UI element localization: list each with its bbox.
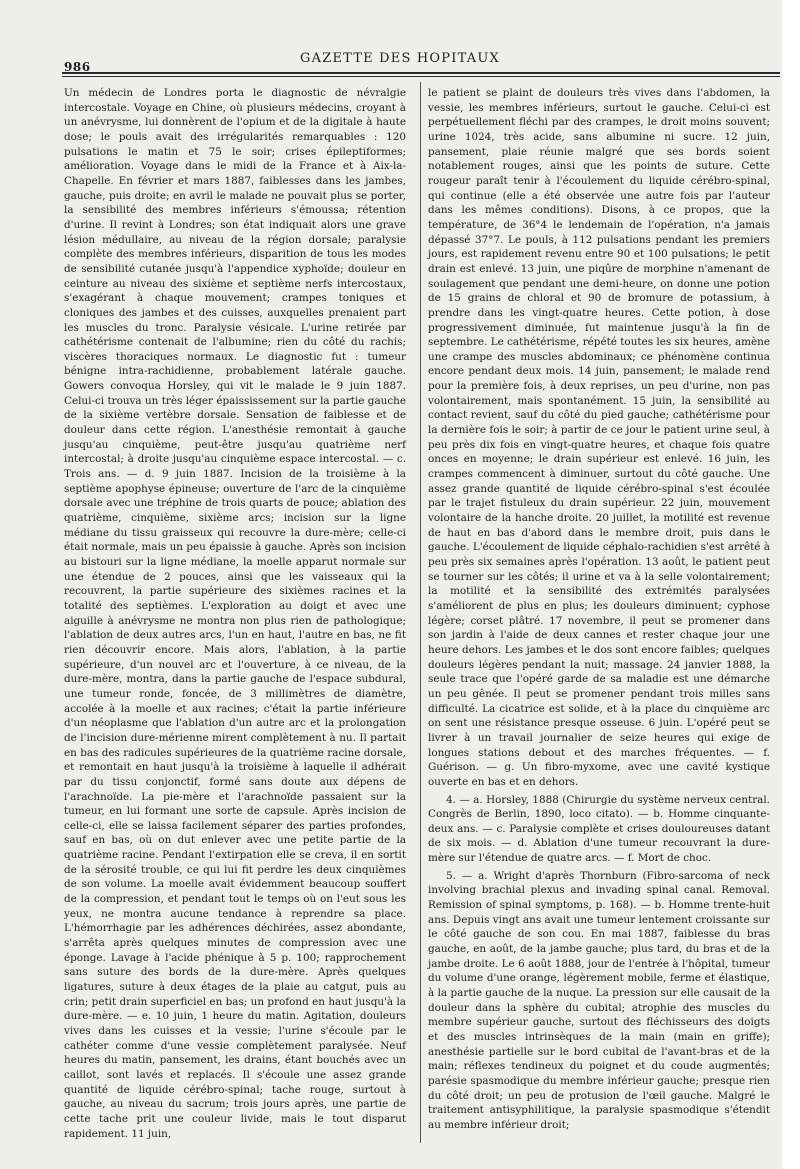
left-column [64,86,406,1141]
right-paragraph-1: le patient se plaint de douleurs très vives dans l'abdomen, la vessie, les membres inférieurs, surtout le gauche. Celui-ci est perpétuellement fléchi par des crampes, le droit moins souvent; urine 1024, très acide, sans albumine ni sucre. 12 juin, pansement, plaie réunie malgré que ses bords soient notablement rouges, ainsi que les points de suture. Cette rougeur paraît tenir à l'écoulement du liquide cérébro-spinal, qui continue (elle a été observée une autre fois par l'auteur dans les mêmes conditions). Disons, à ce propos, que la température, de 36°4 le lendemain de l'opération, n'a jamais dépassé 37°7. Le pouls, à 112 pulsations pendant les premiers jours, est rapidement revenu entre 90 et 100 pulsations; le petit drain est enlevé. 13 juin, une piqûre de morphine n'amenant de soulagement que pendant une demi-heure, on donne une potion de 15 grains de chloral et 90 de bromure de potassium, à prendre dans les vingt-quatre heures. Cette potion, à dose progressivement diminuée, fut maintenue jusqu'à la fin de septembre. Le cathétérisme, répété toutes les six heures, amène une crampe des muscles abdominaux; ce phénomène continua encore pendant deux mois. 14 juin, pansement; le malade rend pour la première fois, à deux reprises, un peu d'urine, non pas volontairement, mais spontanément. 15 juin, la sensibilité au contact revient, sauf du côté du pied gauche; cathétérisme pour la dernière fois le soir; à partir de ce jour le patient urine seul, à peu près dix fois en vingt-quatre heures, et chaque fois quatre onces en moyenne; le drain supérieur est enlevé. 16 juin, les crampes commencent à diminuer, surtout du côté gauche. Une assez grande quantité de liquide cérébro-spinal s'est écoulée par le trajet fistuleux du drain supérieur. 22 juin, mouvement volontaire de la hanche droite. 20 juillet, la motilité est revenue de haut en bas d'abord dans le membre droit, puis dans le gauche. L'écoulement de liquide céphalo-rachidien s'est arrêté à peu près six semaines après l'opération. 13 août, le patient peut se tourner sur les côtés; il urine et va à la selle volontairement; la motilité et la sensibilité des extrémités paralysées s'améliorent de plus en plus; les douleurs diminuent; cyphose légère; corset plâtré. 17 novembre, il peut se promener dans son jardin à l'aide de deux cannes et rester chaque jour une heure dehors. Les jambes et le dos sont encore faibles; quelques douleurs légères pendant la nuit; massage. 24 janvier 1888, la seule trace que l'opéré garde de sa maladie est une démarche un peu gênée. Il peut se promener pendant trois milles sans difficulté. La cicatrice est solide, et à la place du cinquième arc on sent une résistance presque osseuse. 6 juin. L'opéré peut se livrer à un travail journalier de seize heures qui exige de longues stations debout et des marches fréquentes. — f. Guérison. — g. Un fibro-myxome, avec une cavité kystique ouverte en bas et en dehors. [428,87,770,788]
case-4-paragraph: 4. — a. Horsley, 1888 (Chirurgie du système nerveux central. Congrès de Berlin, 1890, loco citato). — b. Homme cinquante-deux ans. — c. Paralysie complète et crises douloureuses datant de six mois. — d. Ablation d'une tumeur recouvrant la dure-mère sur l'étendue de quatre arcs. — f. Mort de choc. [428,793,770,865]
case-5-paragraph: 5. — a. Wright d'après Thornburn (Fibro-sarcoma of neck involving brachial plexus and invading spinal canal. Removal. Remission of spinal symptoms, p. 168). — b. Homme trente-huit ans. Depuis vingt ans avait une tumeur lentement croissante sur le côté gauche de son cou. En mai 1887, faiblesse du bras gauche, en août, de la jambe gauche; plus tard, du bras et de la jambe droite. Le 6 août 1888, jour de l'entrée à l'hôpital, tumeur du volume d'une orange, légèrement mobile, ferme et élastique, à la partie gauche de la nuque. La pression sur elle causait de la douleur dans la sphère du cubital; atrophie des muscles du membre supérieur gauche, surtout des fléchisseurs des doigts et des muscles intrinsèques de la main (main en griffe); anesthésie partielle sur le bord cubital de l'avant-bras et de la main; réflexes tendineux du poignet et du coude augmentés; parésie spasmodique du membre inférieur gauche; presque rien du côté droit; un peu de protusion de l'œil gauche. Malgré le traitement antisyphilitique, la paralysie spasmodique s'étendit au membre inférieur droit; [428,869,770,1131]
right-column [428,86,770,1133]
scan-margin [782,0,800,1169]
header-rule-thick [62,72,780,74]
header-rule-thin [62,76,780,77]
running-title: GAZETTE DES HOPITAUX [300,51,500,66]
page-number: 986 [64,60,91,74]
column-divider [420,82,421,1143]
left-paragraph-1: Un médecin de Londres porta le diagnostic de névralgie intercostale. Voyage en Chine, où plusieurs médecins, croyant à un anévrysme, lui donnèrent de l'opium et de la digitale à haute dose; le pouls avait des irrégularités remarquables : 120 pulsations le matin et 75 le soir; crises épileptiformes; amélioration. Voyage dans le midi de la France et à Aix-la-Chapelle. En février et mars 1887, faiblesses dans les jambes, gauche, puis droite; en avril le malade ne pouvait plus se porter, la sensibilité des membres inférieurs s'émoussa; rétention d'urine. Il revint à Londres; son état indiquait alors une grave lésion médullaire, au niveau de la région dorsale; paralysie complète des membres inférieurs, disparition de tous les modes de sensibilité cutanée jusqu'à l'appendice xyphoïde; douleur en ceinture au niveau des sixième et septième nerfs intercostaux, s'exagérant à chaque mouvement; crampes toniques et cloniques des jambes et des cuisses, auxquelles prenaient part les muscles du tronc. Paralysie vésicale. L'urine retirée par cathétérisme contenait de l'albumine; rien du côté du rachis; viscères thoraciques normaux. Le diagnostic fut : tumeur bénigne intra-rachidienne, probablement latérale gauche. Gowers convoqua Horsley, qui vit le malade le 9 juin 1887. Celui-ci trouva un très léger épaississement sur la partie gauche de la sixième vertèbre dorsale. Sensation de faiblesse et de douleur dans cette région. L'anesthésie remontait à gauche jusqu'au cinquième, peut-être jusqu'au quatrième nerf intercostal; à droite jusqu'au cinquième espace intercostal. — c. Trois ans. — d. 9 juin 1887. Incision de la troisième à la septième apophyse épineuse; ouverture de l'arc de la cinquième dorsale avec une tréphine de trois quarts de pouce; ablation des quatrième, cinquième, sixième arcs; incision sur la ligne médiane du tissu graisseux qui recouvre la dure-mère; celle-ci était normale, mais un peu épaissie à gauche. Après son incision au bistouri sur la ligne médiane, la moelle apparut normale sur une étendue de 2 pouces, ainsi que les vaisseaux qui la recouvrent, la partie supérieure des sixièmes racines et la totalité des septièmes. L'exploration au doigt et avec une aiguille à anévrysme ne montra non plus rien de pathologique; l'ablation de deux autres arcs, l'un en haut, l'autre en bas, ne fit rien découvrir encore. Mais alors, l'ablation, à la partie supérieure, d'un nouvel arc et l'ouverture, à ce niveau, de la dure-mère, montra, dans la partie gauche de l'espace subdural, une tumeur ronde, foncée, de 3 millimètres de diamètre, accolée à la moelle et aux racines; c'était la partie inférieure d'un néoplasme que l'ablation d'un autre arc et la prolongation de l'incision dure-mérienne mirent complètement à nu. Il partait en bas des radicules supérieures de la quatrième racine dorsale, et remontait en haut jusqu'à la troisième à laquelle il adhérait par du tissu conjonctif, formé sans doute aux dépens de l'arachnoïde. La pie-mère et l'arachnoïde passaient sur la tumeur, en lui formant une sorte de capsule. Après incision de celle-ci, elle se laissa facilement séparer des parties profondes, sauf en bas, où on dut enlever avec une petite partie de la quatrième racine. Pendant l'extirpation elle se creva, il en sortit de la sérosité trouble, ce qui lui fit perdre les deux cinquièmes de son volume. La moelle avait évidemment beaucoup souffert de la compression, et pendant tout le temps où on l'eut sous les yeux, ne montra aucune tendance à reprendre sa place. L'hémorrhagie par les adhérences déchirées, assez abondante, s'arrêta après quelques minutes de compression avec une éponge. Lavage à l'acide phénique à 5 p. 100; rapprochement sans suture des bords de la dure-mère. Après quelques ligatures, suture à deux étages de la plaie au catgut, puis au crin; petit drain superficiel en bas; un profond en haut jusqu'à la dure-mère. — e. 10 juin, 1 heure du matin. Agitation, douleurs vives dans les cuisses et la vessie; l'urine s'écoule par le cathéter comme d'une vessie complètement paralysée. Neuf heures du matin, pansement, les drains, étant bouchés avec un caillot, sont lavés et replacés. Il s'écoule une assez grande quantité de liquide cérébro-spinal; tache rouge, surtout à gauche, au niveau du sacrum; trois jours après, une partie de cette tache prit une couleur livide, mais le tout disparut rapidement. 11 juin, [64,87,406,1140]
